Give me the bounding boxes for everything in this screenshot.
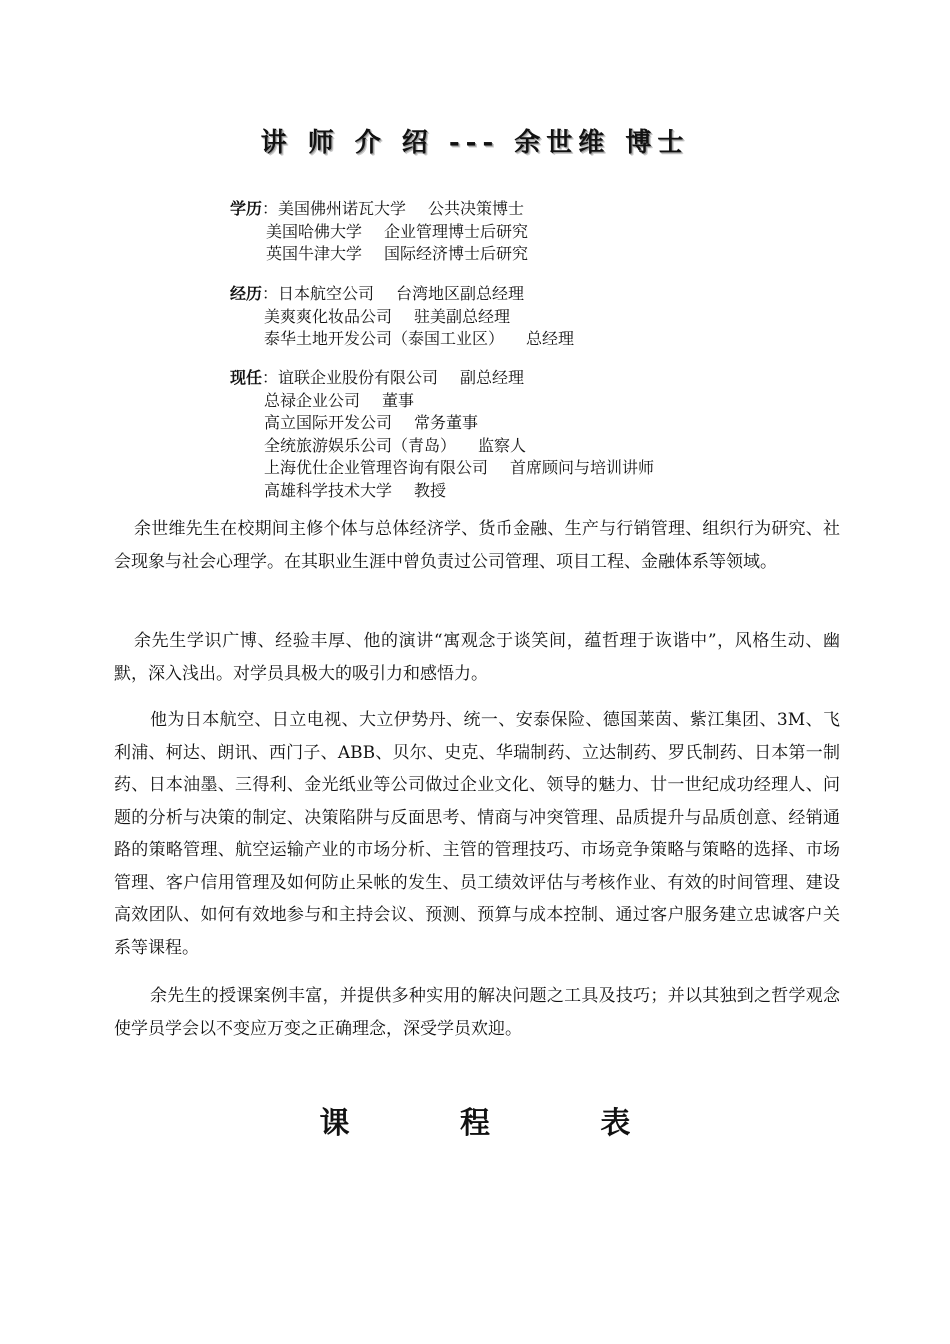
education-row: [230, 243, 528, 266]
experience-row-first: [230, 283, 574, 306]
course-schedule-title: 课 程 表: [319, 1106, 681, 1141]
bio-paragraph-cases: [114, 980, 840, 1045]
experience-role: 总经理: [526, 329, 575, 348]
current-org: 全统旅游娱乐公司（青岛）: [264, 435, 457, 455]
current-role: 常务董事: [414, 413, 479, 432]
experience-org: 泰华土地开发公司（泰国工业区）: [264, 329, 505, 348]
current-row-first: [230, 367, 654, 390]
paragraph-text: 他为日本航空、日立电视、大立伊势丹、统一、安泰保险、德国莱茵、紫江集团、3M、飞利浦、柯达、朗讯、西门子、ABB、贝尔、史克、华瑞制药、立达制药、罗氏制药、日本第一制药、日本油墨、三得利、金光纸业等公司做过企业文化、领导的魅力、廿一世纪成功经理人、问题的分析与决策的制定、决策陷阱与反面思考、情商与冲突管理、品质提升与品质创意、经销通路的策略管理、航空运输产业的市场分析、主管的管理技巧、市场竞争策略与策略的选择、市场管理、客户信用管理及如何防止呆帐的发生、员工绩效评估与考核作业、有效的时间管理、建设高效团队、如何有效地参与和主持会议、预测、预算与成本控制、通过客户服务建立忠诚客户关系等课程。: [114, 710, 840, 958]
paragraph-text: 余先生学识广博、经验丰厚、他的演讲“寓观念于谈笑间，蕴哲理于诙谐中”，风格生动、幽默，深入浅出。对学员具极大的吸引力和感悟力。: [114, 631, 840, 684]
education-row-first: [230, 198, 528, 221]
current-row: [230, 390, 654, 413]
current-role: 监察人: [478, 435, 527, 455]
experience-org: 日本航空公司: [278, 284, 375, 303]
current-org: 谊联企业股份有限公司: [278, 368, 439, 387]
current-row: [230, 412, 654, 435]
education-role: 公共决策博士: [428, 199, 525, 218]
education-colon: ：: [262, 199, 279, 218]
current-role: 首席顾问与培训讲师: [510, 458, 655, 477]
education-row: [230, 221, 528, 244]
education-role: 国际经济博士后研究: [384, 244, 529, 263]
current-org: 总禄企业公司: [264, 390, 361, 410]
education-org: 英国牛津大学: [266, 244, 363, 263]
current-row: [230, 457, 654, 480]
paragraph-text: 余先生的授课案例丰富，并提供多种实用的解决问题之工具及技巧；并以其独到之哲学观念使学员学会以不变应万变之正确理念，深受学员欢迎。: [114, 986, 840, 1039]
current-role: 教授: [414, 480, 447, 500]
education-org: 美国佛州诺瓦大学: [278, 199, 407, 218]
current-section: [230, 367, 654, 502]
experience-colon: ：: [262, 284, 279, 303]
education-section: [230, 198, 528, 266]
current-role: 副总经理: [460, 368, 525, 387]
bio-paragraph-style: [114, 625, 840, 690]
current-colon: ：: [262, 368, 279, 387]
education-role: 企业管理博士后研究: [384, 221, 529, 241]
experience-role: 驻美副总经理: [414, 306, 511, 326]
experience-role: 台湾地区副总经理: [396, 284, 525, 303]
current-role: 董事: [382, 390, 415, 410]
experience-org: 美爽爽化妆品公司: [264, 306, 393, 326]
current-org: 高雄科学技术大学: [264, 480, 393, 500]
current-label: 现任: [230, 368, 263, 387]
page-title: 讲 师 介 绍 --- 余世维 博士: [260, 128, 690, 158]
current-row: [230, 480, 654, 503]
experience-row: [230, 306, 574, 329]
current-org: 上海优仕企业管理咨询有限公司: [264, 458, 489, 477]
experience-section: [230, 283, 574, 351]
paragraph-text: 余世维先生在校期间主修个体与总体经济学、货币金融、生产与行销管理、组织行为研究、社会现象与社会心理学。在其职业生涯中曾负责过公司管理、项目工程、金融体系等领域。: [114, 519, 840, 572]
education-org: 美国哈佛大学: [266, 221, 363, 241]
current-org: 高立国际开发公司: [264, 413, 393, 432]
education-label: 学历: [230, 199, 263, 218]
current-row: [230, 435, 654, 458]
experience-label: 经历: [230, 284, 263, 303]
bio-paragraph-study: [114, 513, 840, 578]
experience-row: [230, 328, 574, 351]
bio-paragraph-clients: [114, 704, 840, 964]
